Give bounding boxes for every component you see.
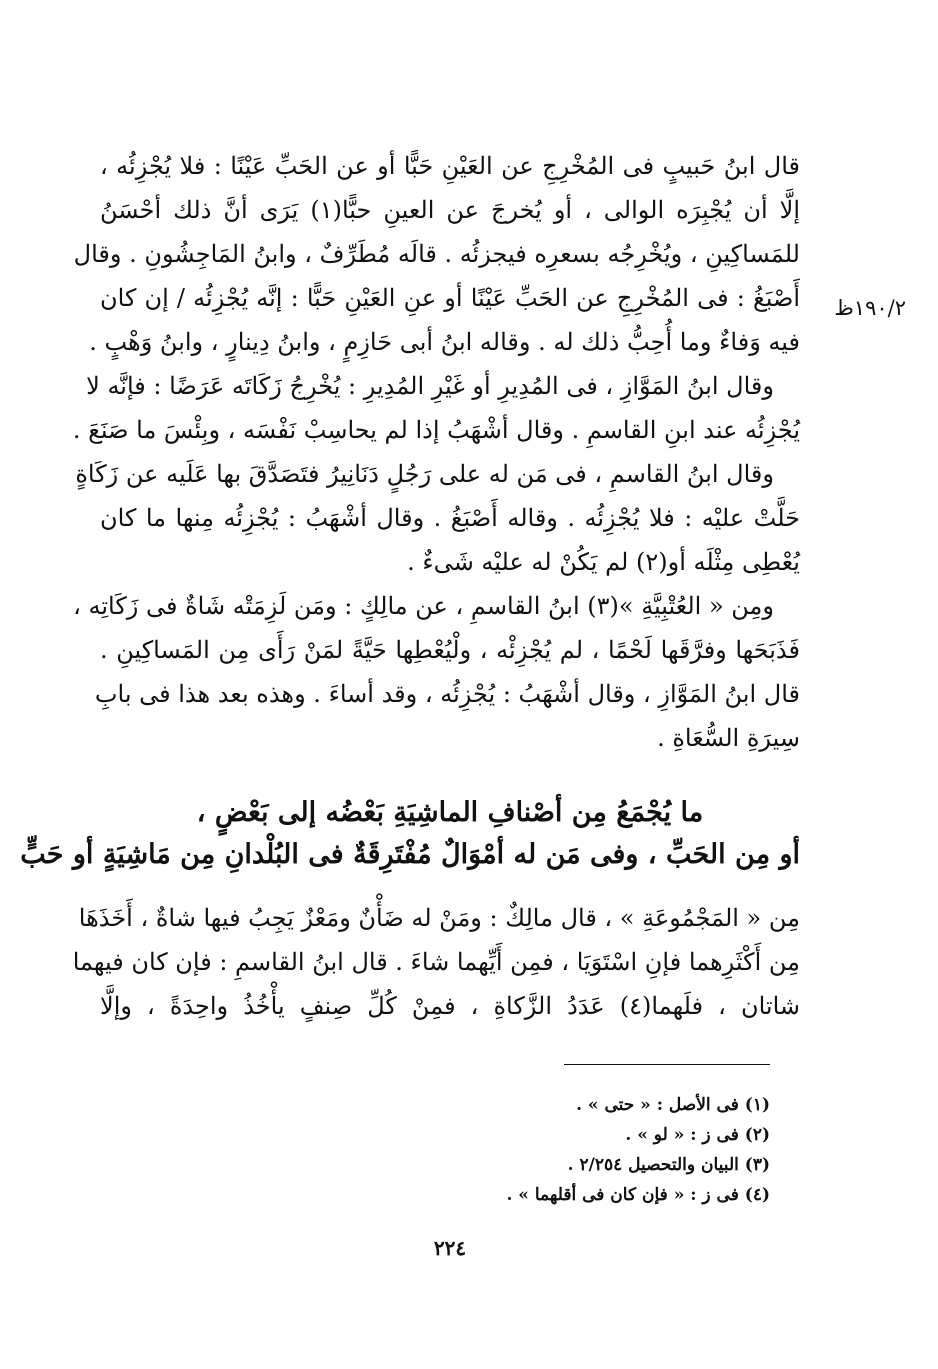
text-line: قال ابنُ حَبيبٍ فى المُخْرِجِ عن العَيْنِ حَبًّا أو عن الحَبِّ عَيْنًا : فلا يُجْزِئُه ، [100,152,800,180]
heading-line: ما يُجْمَعُ مِن أصْنافِ الماشِيَةِ بَعْضُه إلى بَعْضٍ ، [196,797,704,828]
main-text-block [72,144,801,760]
footnote: (٤) فى ز : « فإن كان فى أقلهما » . [506,1185,770,1205]
footnote-separator [564,1064,770,1065]
footnote: (١) فى الأصل : « حتى » . [576,1095,770,1115]
margin-folio-reference: ١٩٠/٢ظ [834,296,906,320]
text-line: للمَساكِينِ ، ويُخْرِجُه بسعرِه فيجزئُه . قالَه مُطَرِّفٌ ، وابنُ المَاجِشُونِ . وقال [73,240,800,268]
text-line: فَذَبَحَها وفرَّقَها لَحْمًا ، لم يُجْزِئْه ، ولْيُعْطِها حَيَّةً لمَنْ رَأَى مِن المَساكِينِ . [100,636,800,664]
text-line: قال ابنُ المَوَّازِ ، وقال أشْهَبُ : يُجْزِئُه ، وقد أساءَ . وهذه بعد هذا فى بابِ [94,680,800,708]
text-line: يُعْطِى مِثْلَه أو(٢) لم يَكُنْ له عليْه شَىءٌ . [407,548,800,576]
text-line: فيه وَفاءٌ وما أُحِبُّ ذلك له . وقاله ابنُ أبى حَازِمٍ ، وابنُ دِينارٍ ، وابنُ وَهْبٍ . [89,328,800,356]
text-line: مِن « المَجْمُوعَةِ » ، قال مالِكٌ : ومَنْ له ضَأْنٌ ومَعْزٌ يَجِبُ فيها شاةٌ ، أَخَذَهَا [78,904,800,932]
text-line: وقال ابنُ المَوَّازِ ، فى المُدِيرِ أو غَيْرِ المُدِيرِ : يُخْرِجُ زَكَاتَه عَرَضًا : فإنَّه لا [86,372,774,400]
text-line: حَلَّتْ عليْه : فلا يُجْزِئُه . وقاله أَصْبَغُ . وقال أشْهَبُ : يُجْزِئُه مِنها ما كان [100,504,801,532]
text-line: سِيرَةِ السُّعَاةِ . [657,724,800,752]
text-line: أَصْبَغُ : فى المُخْرِجِ عن الحَبِّ عَيْنًا أو عنِ العَيْنِ حَبًّا : إنَّه يُجْزِئُه / إن كان [100,284,800,312]
text-line: شاتان ، فلَهما(٤) عَدَدُ الزَّكاةِ ، فمِنْ كُلِّ صِنفٍ يأْخُذُ واحِدَةً ، وإلَّا [100,992,800,1020]
page-number: ٢٢٤ [433,1236,467,1260]
text-line: وقال ابنُ القاسمِ ، فى مَن له على رَجُلٍ دَنَانِيرُ فتَصَدَّقَ بها عَلَيه عن زَكَاةٍ [75,460,774,488]
text-line: يُجْزِئُه عند ابنِ القاسمِ . وقال أشْهَبُ إذا لم يحاسِبْ نَفْسَه ، وبِئْسَ ما صَنَعَ . [72,416,800,444]
footnotes [300,1090,770,1210]
text-line: إلَّا أن يُجْبِرَه الوالى ، أو يُخرجَ عن العينِ حبًّا(١) يَرَى أنَّ ذلك أحْسَنُ [100,196,800,224]
text-line: مِن أَكْثَرِهما فإنِ اسْتَوَيَا ، فمِن أَيِّهما شاءَ . قال ابنُ القاسمِ : فإن كان فيهما [72,948,800,976]
footnote: (٢) فى ز : « لو » . [625,1125,770,1145]
section-heading [20,792,800,876]
text-line: ومِن « العُتْبِيَّةِ »(٣) ابنُ القاسمِ ، عن مالِكٍ : ومَن لَزِمَتْه شَاةٌ فى زَكَاتِه ، [73,592,774,620]
heading-line: أو مِن الحَبِّ ، وفى مَن له أمْوَالٌ مُفْتَرِقَةٌ فى البُلْدانِ مِن مَاشِيَةٍ أو حَبٍّ [20,839,800,870]
section-text-block [72,896,800,1028]
footnote: (٣) البيان والتحصيل ٢/٢٥٤ . [567,1155,770,1175]
